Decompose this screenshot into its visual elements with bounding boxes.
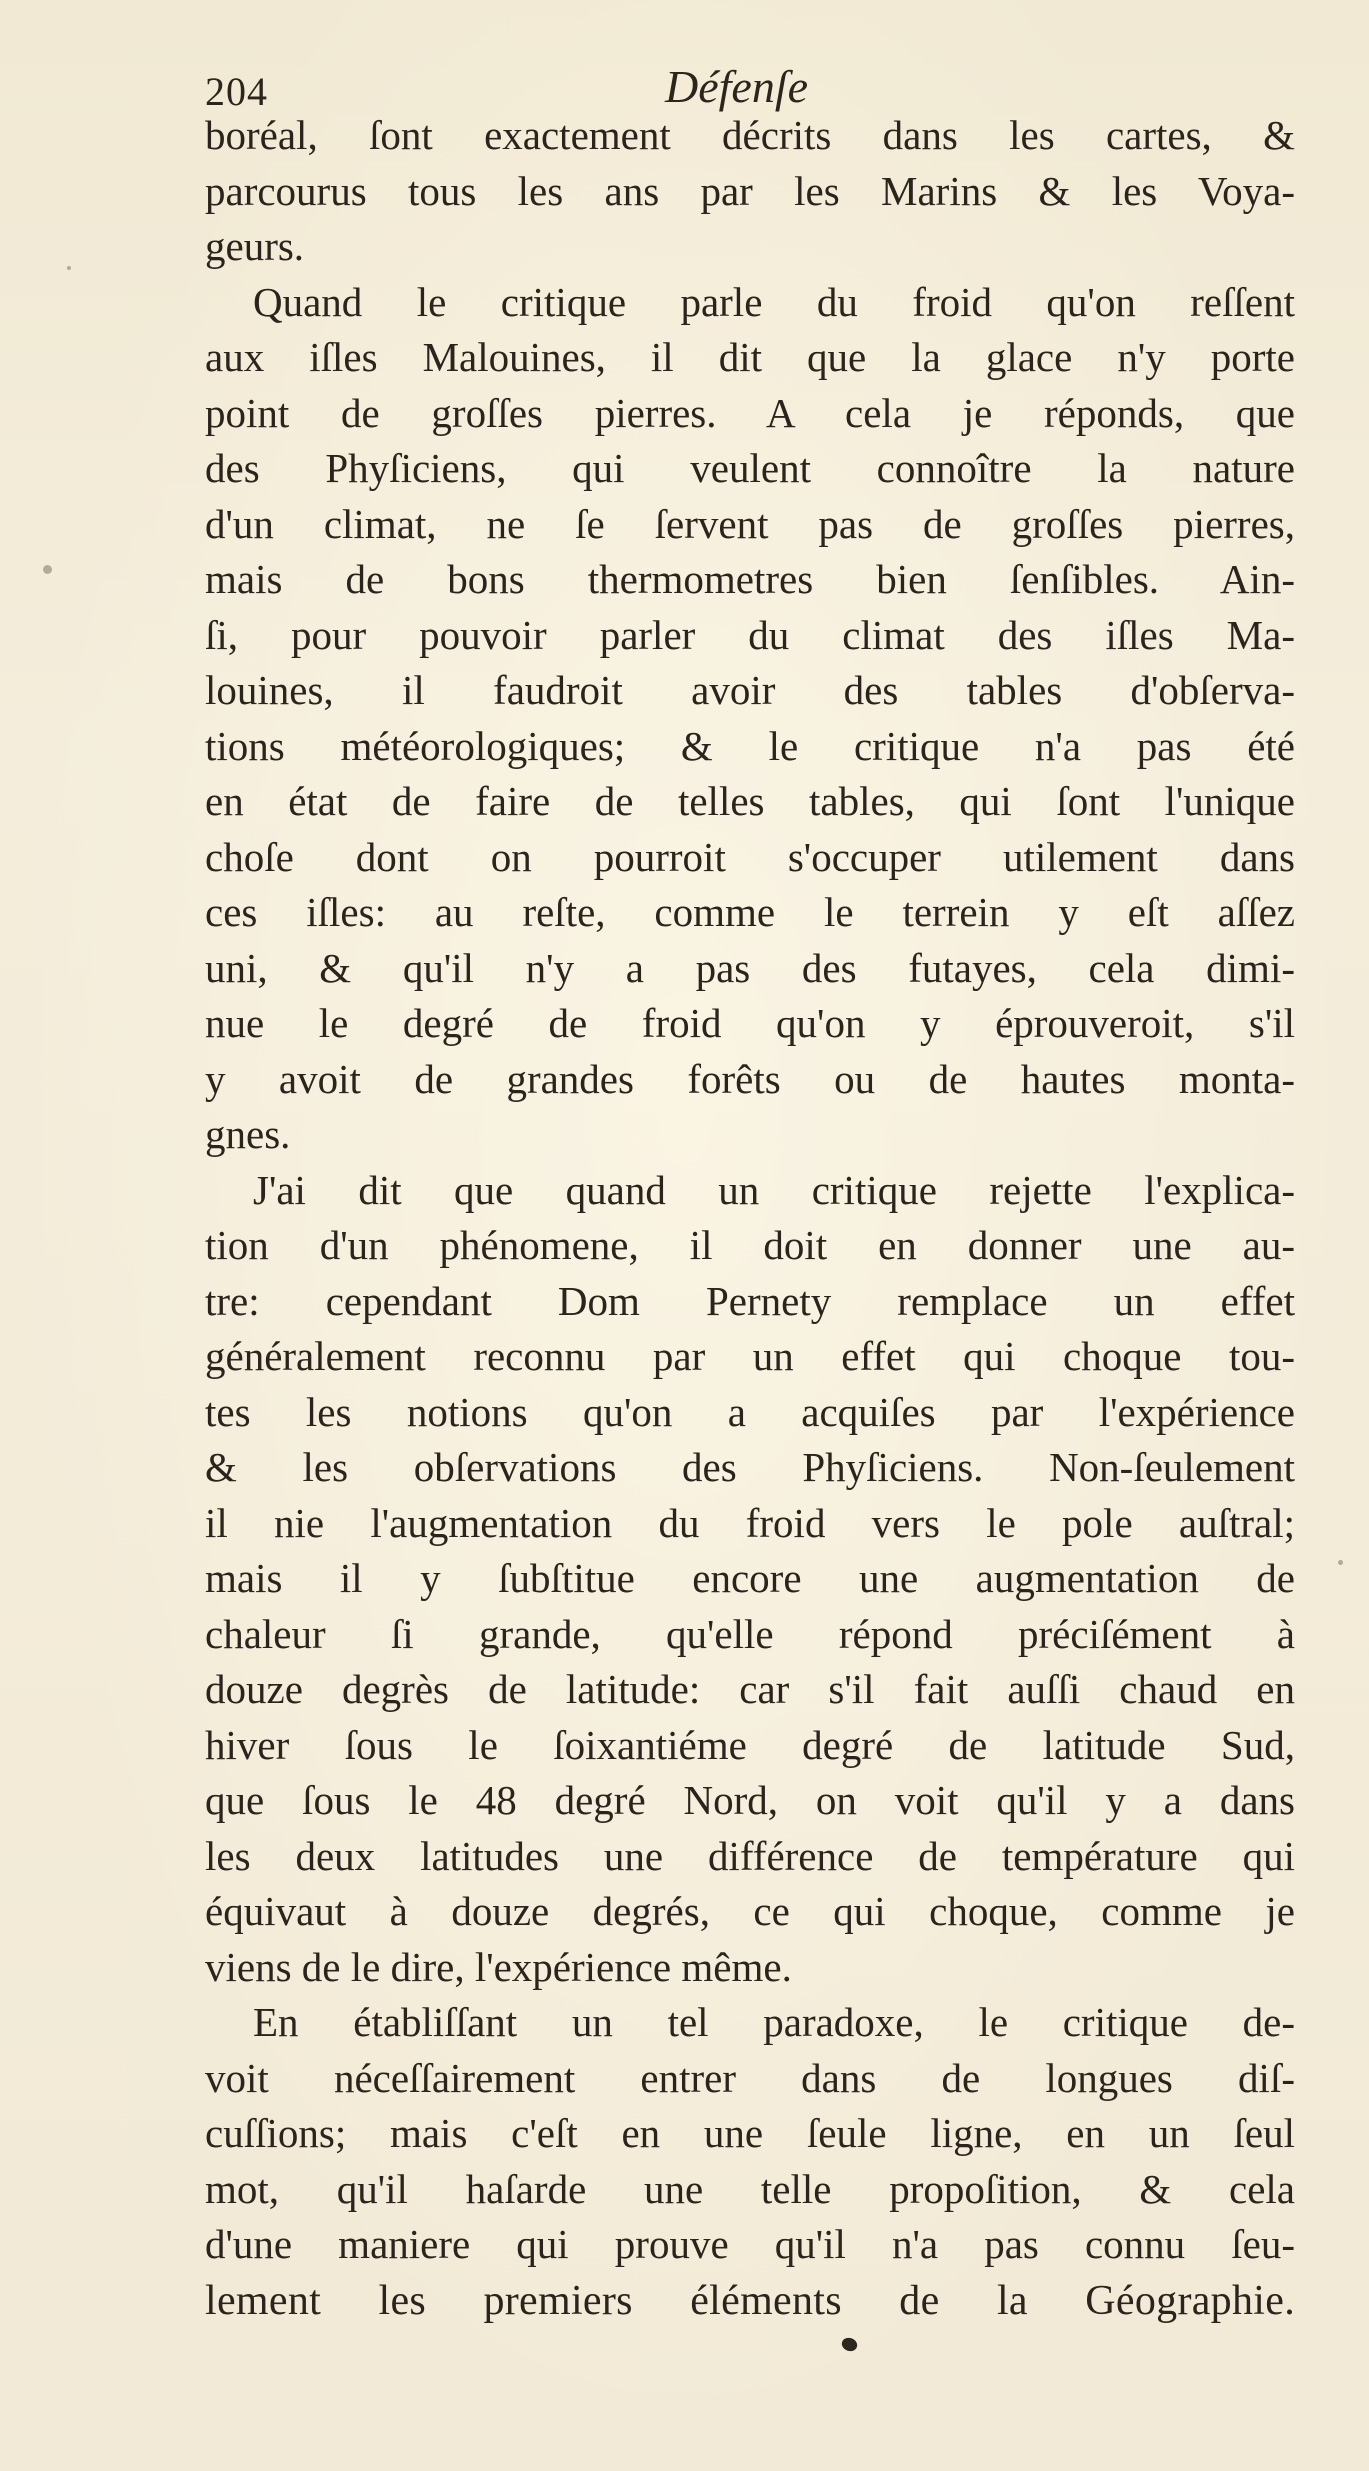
text-line: tion d'un phénomene, il doit en donner une au- — [205, 1222, 1295, 1268]
running-head: Défenſe — [665, 61, 809, 112]
text-line: ces iſles: au reſte, comme le terrein y eſt aſſez — [205, 889, 1295, 935]
text-line: d'une maniere qui prouve qu'il n'a pas connu ſeu- — [205, 2221, 1295, 2267]
foxing-spot — [43, 565, 52, 574]
text-line: équivaut à douze degrés, ce qui choque, comme je — [205, 1888, 1295, 1934]
text-line: mais il y ſubſtitue encore une augmentation de — [205, 1555, 1295, 1601]
text-line: choſe dont on pourroit s'occuper utilement dans — [205, 833, 1295, 880]
text-line: il nie l'augmentation du froid vers le pole auſtral; — [205, 1499, 1295, 1546]
text-line: J'ai dit que quand un critique rejette l'explica- — [253, 1166, 1295, 1213]
text-line: point de groſſes pierres. A cela je réponds, que — [205, 389, 1295, 436]
body-text — [205, 108, 1295, 2328]
foxing-spot — [1338, 1560, 1343, 1565]
text-line: nue le degré de froid qu'on y éprouveroit, s'il — [205, 1000, 1295, 1046]
text-line: que ſous le 48 degré Nord, on voit qu'il y a dans — [205, 1777, 1295, 1823]
text-line: Quand le critique parle du froid qu'on reſſent — [253, 278, 1295, 325]
text-line: tes les notions qu'on a acquiſes par l'expérience — [205, 1388, 1295, 1435]
text-line: cuſſions; mais c'eſt en une ſeule ligne, en un ſeul — [205, 2110, 1295, 2156]
text-line: d'un climat, ne ſe ſervent pas de groſſes pierres, — [205, 500, 1295, 547]
ink-blot — [840, 2336, 859, 2354]
text-line: y avoit de grandes forêts ou de hautes monta- — [205, 1055, 1295, 1102]
text-line: généralement reconnu par un effet qui choque tou- — [205, 1333, 1295, 1379]
text-line: douze degrès de latitude: car s'il fait auſſi chaud en — [205, 1666, 1295, 1712]
text-line: boréal, ſont exactement décrits dans les cartes, & — [205, 112, 1295, 158]
text-line: aux iſles Malouines, il dit que la glace n'y porte — [205, 334, 1295, 380]
text-line: chaleur ſi grande, qu'elle répond préciſément à — [205, 1610, 1295, 1657]
text-line: geurs. — [205, 223, 305, 269]
text-line: des Phyſiciens, qui veulent connoître la nature — [205, 445, 1295, 491]
text-line: tre: cependant Dom Pernety remplace un effet — [205, 1277, 1295, 1324]
text-line: gnes. — [205, 1111, 291, 1157]
text-line: en état de faire de telles tables, qui ſont l'unique — [205, 778, 1295, 824]
text-line: tions météorologiques; & le critique n'a pas été — [205, 722, 1295, 769]
text-line: voit néceſſairement entrer dans de longues diſ- — [205, 2054, 1295, 2101]
text-line: lement les premiers éléments de la Géographie. — [205, 2277, 1295, 2324]
page-number: 204 — [205, 69, 268, 114]
text-line: les deux latitudes une différence de température qui — [205, 1832, 1295, 1879]
text-line: hiver ſous le ſoixantiéme degré de latitude Sud, — [205, 1721, 1295, 1768]
foxing-spot — [67, 266, 71, 270]
text-line: ſi, pour pouvoir parler du climat des iſles Ma- — [205, 611, 1295, 658]
text-line: & les obſervations des Phyſiciens. Non-ſeulement — [205, 1444, 1295, 1490]
text-line: uni, & qu'il n'y a pas des futayes, cela dimi- — [205, 944, 1295, 991]
text-line: parcourus tous les ans par les Marins & les Voya- — [205, 167, 1295, 214]
text-line: mais de bons thermometres bien ſenſibles. Ain- — [205, 556, 1295, 602]
text-line: mot, qu'il haſarde une telle propoſition, & cela — [205, 2165, 1295, 2212]
text-line: En établiſſant un tel paradoxe, le critique de- — [253, 1999, 1295, 2045]
text-line: louines, il faudroit avoir des tables d'obſerva- — [205, 667, 1295, 713]
text-line: viens de le dire, l'expérience même. — [205, 1943, 792, 1990]
